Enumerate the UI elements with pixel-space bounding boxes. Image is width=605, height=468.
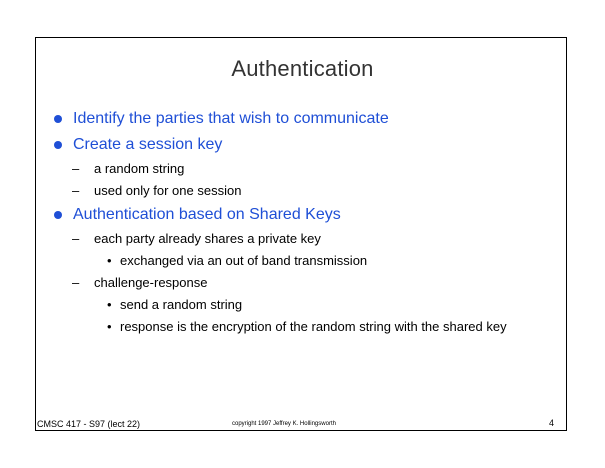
sub-sub-bullet: [52, 252, 552, 270]
sub-sub-bullet-text: exchanged via an out of band transmission: [120, 253, 368, 268]
page-number: 4: [549, 418, 555, 428]
sub-sub-bullet: [52, 318, 552, 336]
dash-marker: –: [72, 275, 80, 290]
bullet-dot-icon: [54, 115, 62, 123]
sub-bullet-text: challenge-response: [94, 275, 208, 290]
sub-bullet-text: used only for one session: [94, 183, 242, 198]
dot-marker: •: [107, 297, 112, 312]
bullet-text: Create a session key: [73, 136, 223, 153]
sub-sub-bullet-text: send a random string: [120, 297, 243, 312]
sub-bullet: [52, 274, 552, 292]
sub-sub-bullet: [52, 296, 552, 314]
dash-marker: –: [72, 231, 80, 246]
dash-marker: –: [72, 183, 80, 198]
slide-content: [52, 108, 552, 340]
bullet-session-key: [52, 134, 552, 156]
sub-bullet: [52, 160, 552, 178]
bullet-dot-icon: [54, 141, 62, 149]
sub-bullet: [52, 182, 552, 200]
dot-marker: •: [107, 319, 112, 334]
footer-copyright: copyright 1997 Jeffrey K. Hollingsworth: [232, 421, 336, 427]
bullet-shared-keys: [52, 204, 552, 226]
bullet-text: Authentication based on Shared Keys: [73, 206, 341, 223]
sub-bullet: [52, 230, 552, 248]
dot-marker: •: [107, 253, 112, 268]
bullet-identify-parties: [52, 108, 552, 130]
sub-sub-bullet-text: response is the encryption of the random string with the shared key: [120, 319, 507, 334]
bullet-dot-icon: [54, 211, 62, 219]
dash-marker: –: [72, 161, 80, 176]
sub-bullet-text: a random string: [94, 161, 185, 176]
bullet-text: Identify the parties that wish to communicate: [73, 110, 389, 127]
sub-bullet-text: each party already shares a private key: [94, 231, 321, 246]
footer-course-label: CMSC 417 - S97 (lect 22): [37, 419, 141, 429]
slide-title: Authentication: [231, 56, 374, 81]
